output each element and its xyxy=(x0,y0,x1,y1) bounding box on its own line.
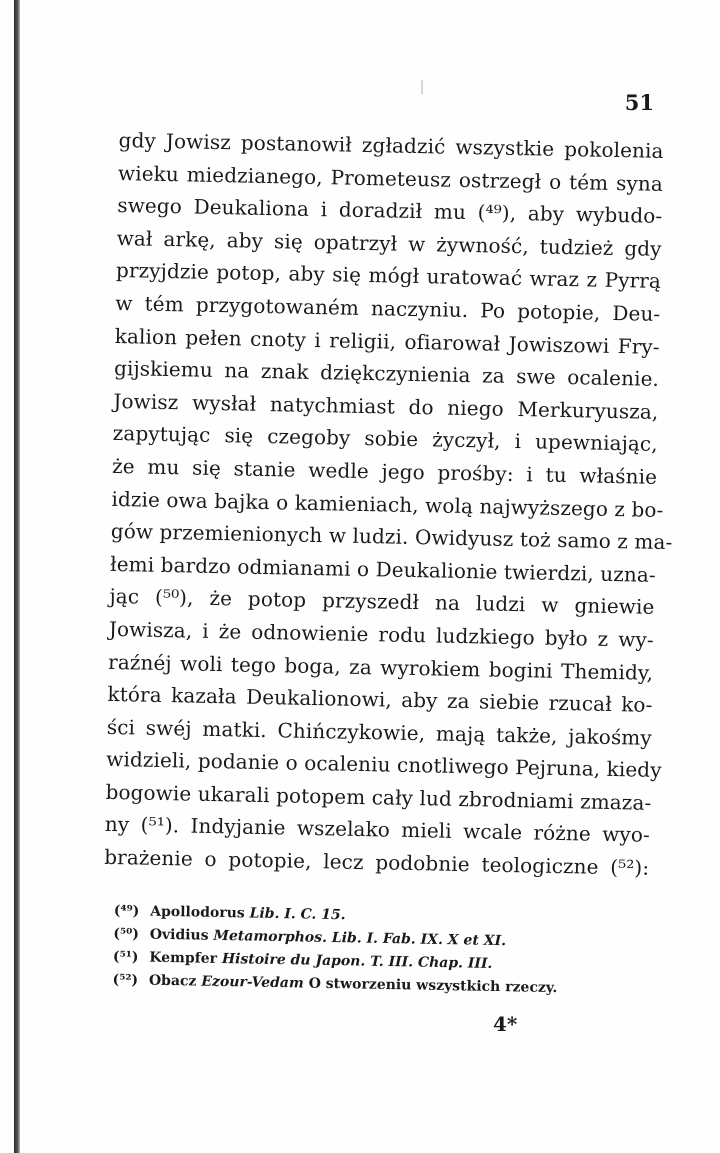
body-line: ści swéj matki. Chińczykowie, mają także, jakośmy xyxy=(106,714,653,750)
footnote-work: Lib. I. C. 15. xyxy=(249,905,346,924)
footnote-work: Metamorphos. Lib. I. Fab. IX. X et XI. xyxy=(213,927,507,950)
body-line: ny (⁵¹). Indyjanie wszelako mieli wcale różne wyo- xyxy=(104,812,651,848)
body-line: brażenie o potopie, lecz podobnie teologiczne (⁵²): xyxy=(104,844,650,880)
body-line: łemi bardzo odmianami o Deukalionie twierdzi, uzna- xyxy=(109,551,657,587)
body-line: Jowisz wysłał natychmiast do niego Merkuryusza, xyxy=(113,388,659,424)
body-line: w tém przygotowaném naczyniu. Po potopie, Deu- xyxy=(115,290,661,326)
body-line: że mu się stanie wedle jego prośby: i tu właśnie xyxy=(111,453,658,489)
footnote-work: Ezour-Vedam xyxy=(201,973,304,992)
paper-speck xyxy=(421,80,423,94)
footnote-author: Obacz xyxy=(148,972,197,990)
footnote-author: Ovidius xyxy=(149,926,209,944)
footnote-mark: (⁴⁹) xyxy=(113,902,140,920)
body-text xyxy=(104,124,673,884)
footnote-mark: (⁵²) xyxy=(112,971,139,989)
body-line: wieku miedzianego, Prometeusz ostrzegł o tém syna xyxy=(117,160,664,196)
footnote-author: Kempfer xyxy=(149,949,218,967)
body-line: jąc (⁵⁰), że potop przyszedł na ludzi w gniewie xyxy=(109,584,655,620)
body-line: gów przemienionych w ludzi. Owidyusz toż samo z ma- xyxy=(110,519,673,555)
body-line: zapytując się czegoby sobie życzył, i upewniając, xyxy=(112,421,658,457)
body-line: raźnéj woli tego boga, za wyrokiem bogini Themidy, xyxy=(107,649,654,685)
footnote-mark: (⁵¹) xyxy=(112,948,139,966)
body-line: bogowie ukarali potopem cały lud zbrodniami zmaza- xyxy=(105,779,652,815)
body-line: idzie owa bajka o kamieniach, wolą najwyższego z bo- xyxy=(111,486,664,522)
body-line: kalion pełen cnoty i religii, ofiarował Jowiszowi Fry- xyxy=(114,323,660,359)
body-line: swego Deukaliona i doradził mu (⁴⁹), aby wybudo- xyxy=(117,193,663,229)
book-spine-edge xyxy=(14,0,20,1153)
body-line: Jowisza, i że odnowienie rodu ludzkiego było z wy- xyxy=(108,616,654,652)
signature-mark: 4* xyxy=(493,1012,518,1036)
body-line: gijskiemu na znak dziękczynienia za swe ocalenie. xyxy=(113,356,660,392)
footnote-rest: O stworzeniu wszystkich rzeczy. xyxy=(308,975,558,997)
body-line: widzieli, podanie o ocaleniu cnotliwego Pejruna, kiedy xyxy=(106,747,662,783)
body-line: która kazała Deukalionowi, aby za siebie rzucał ko- xyxy=(107,681,653,717)
body-line: wał arkę, aby się opatrzył w żywność, tudzież gdy xyxy=(116,225,662,261)
body-line: przyjdzie potop, aby się mógł uratować wraz z Pyrrą xyxy=(115,258,662,294)
footnotes xyxy=(112,900,604,1001)
footnote-author: Apollodorus xyxy=(150,903,245,922)
footnote-mark: (⁵⁰) xyxy=(113,925,140,943)
page-number: 51 xyxy=(624,90,654,115)
footnote-work: Histoire du Japon. T. III. Chap. III. xyxy=(221,950,493,972)
body-line: gdy Jowisz postanowił zgładzić wszystkie pokolenia xyxy=(118,127,664,163)
